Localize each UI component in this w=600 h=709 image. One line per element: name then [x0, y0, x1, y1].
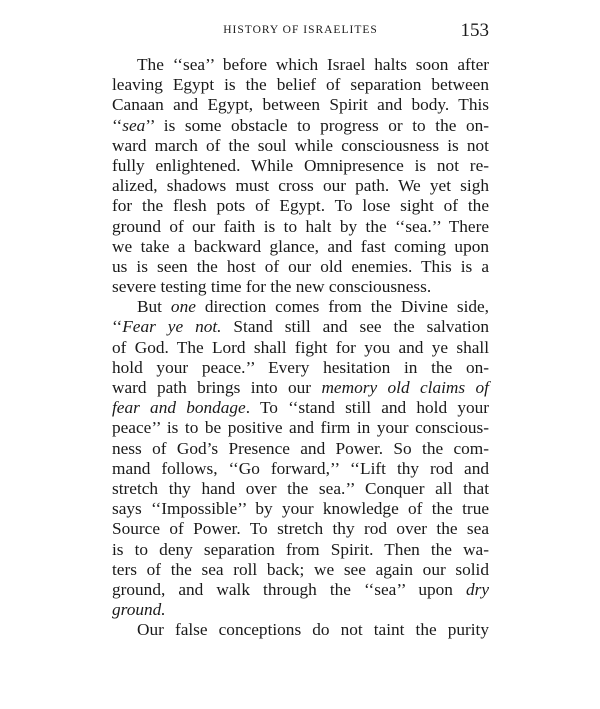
- text-line: [112, 136, 489, 156]
- text-segment: of God. The Lord shall fight for you and ye shall: [112, 337, 489, 357]
- text-line: [112, 580, 489, 600]
- text-line: [112, 55, 489, 75]
- text-line: [112, 317, 489, 337]
- text-line: [112, 560, 489, 580]
- text-segment: stretch thy hand over the sea.’’ Conquer all that: [112, 478, 489, 498]
- text-segment: us is seen the host of our old enemies. This is a: [112, 256, 489, 276]
- italic-text: ground.: [112, 600, 166, 620]
- italic-text: memory old claims of: [321, 378, 489, 397]
- running-header: [112, 20, 489, 42]
- text-segment: ground of our faith is to halt by the ‘‘sea.’’ There: [112, 216, 489, 236]
- text-segment: hold your peace.’’ Every hesitation in the on-: [112, 357, 489, 377]
- text-segment: The ‘‘sea’’ before which Israel halts soon after: [137, 55, 489, 74]
- text-segment: Stand still and see the salvation: [221, 317, 489, 337]
- text-line: [112, 378, 489, 398]
- text-segment: we take a backward glance, and fast coming upon: [112, 236, 489, 256]
- running-title: HISTORY OF ISRAELITES: [223, 24, 378, 36]
- text-segment: ward march of the soul while consciousness is not: [112, 135, 489, 155]
- text-segment: ‘‘: [112, 115, 123, 135]
- text-line: [112, 358, 489, 378]
- text-segment: for the flesh pots of Egypt. To lose sight of the: [112, 196, 489, 216]
- text-line: [112, 479, 489, 499]
- text-segment: direction comes from the Divine side,: [195, 297, 489, 317]
- text-line: [112, 519, 489, 539]
- italic-text: one: [170, 297, 196, 317]
- italic-text: Fear ye not.: [122, 317, 222, 337]
- text-line: [112, 459, 489, 479]
- text-line: [112, 439, 489, 459]
- text-line: [112, 338, 489, 358]
- italic-text: sea: [122, 115, 146, 135]
- text-line: [112, 398, 489, 418]
- text-segment: peace’’ is to be positive and firm in your conscious-: [112, 418, 489, 438]
- text-segment: is to deny separation from Spirit. Then the wa-: [112, 539, 489, 559]
- text-segment: ground, and walk through the ‘‘sea’’ upon: [112, 579, 466, 599]
- italic-text: fear and bondage: [112, 398, 246, 418]
- text-segment: fully enlightened. While Omnipresence is not re-: [112, 155, 489, 175]
- text-line: [112, 257, 489, 277]
- text-line: [112, 600, 489, 620]
- text-line: [112, 297, 489, 317]
- text-segment: ward path brings into our: [112, 378, 322, 397]
- text-line: [112, 540, 489, 560]
- text-segment: mand follows, ‘‘Go forward,’’ ‘‘Lift thy rod and: [112, 458, 489, 478]
- text-segment: Canaan and Egypt, between Spirit and body. This: [112, 95, 489, 115]
- text-line: [112, 418, 489, 438]
- text-line: [112, 277, 489, 297]
- text-segment: . To ‘‘stand still and hold your: [245, 398, 490, 418]
- page-body-text: [112, 55, 489, 640]
- text-line: [112, 116, 489, 136]
- text-segment: ness of God’s Presence and Power. So the com-: [112, 438, 489, 458]
- text-segment: ters of the sea roll back; we see again our solid: [112, 559, 489, 579]
- text-line: [112, 95, 489, 115]
- text-segment: Source of Power. To stretch thy rod over the sea: [112, 519, 489, 539]
- text-segment: severe testing time for the new consciousness.: [112, 277, 432, 297]
- text-line: [112, 620, 489, 640]
- italic-text: dry: [465, 579, 489, 599]
- text-segment: ’’ is some obstacle to progress or to the on-: [145, 115, 489, 135]
- text-line: [112, 499, 489, 519]
- text-line: [112, 75, 489, 95]
- text-segment: leaving Egypt is the belief of separation between: [112, 75, 489, 95]
- text-line: [112, 217, 489, 237]
- text-segment: ‘‘: [112, 317, 123, 337]
- text-line: [112, 237, 489, 257]
- text-line: [112, 196, 489, 216]
- text-line: [112, 176, 489, 196]
- page-number: 153: [460, 20, 489, 41]
- text-segment: alized, shadows must cross our path. We yet sigh: [112, 176, 489, 196]
- text-segment: But: [137, 297, 171, 317]
- text-segment: Our false conceptions do not taint the purity: [137, 620, 489, 640]
- text-segment: says ‘‘Impossible’’ by your knowledge of the true: [112, 499, 489, 519]
- text-line: [112, 156, 489, 176]
